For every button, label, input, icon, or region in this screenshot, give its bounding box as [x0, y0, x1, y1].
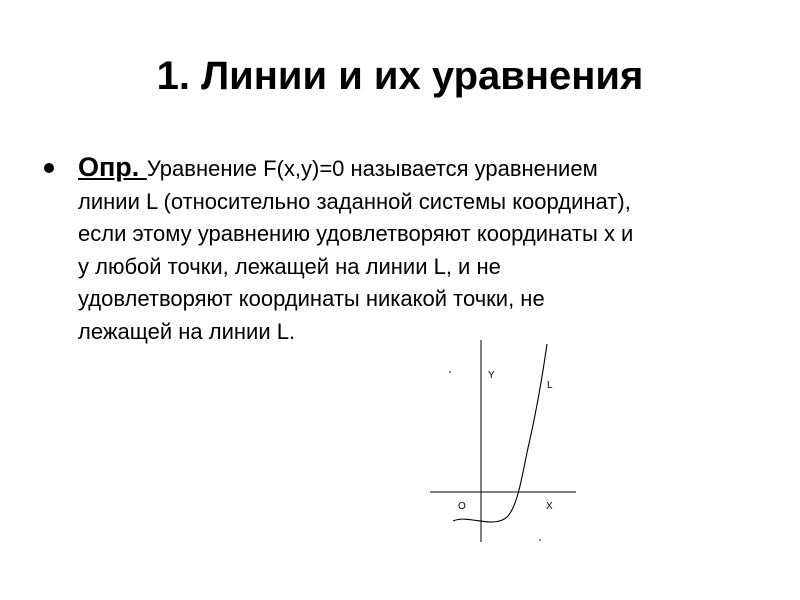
line-diagram-svg — [420, 336, 600, 546]
definition-label: Опр. — [78, 152, 147, 182]
definition-line-5: удовлетворяют координаты никакой точки, не — [78, 286, 545, 311]
definition-line-1 — [78, 151, 768, 186]
definition-text — [78, 151, 768, 348]
slide-title: 1. Линии и их уравнения — [156, 54, 644, 98]
bullet-dot-icon — [44, 163, 54, 173]
definition-line-3: если этому уравнению удовлетворяют координаты x и — [78, 221, 634, 246]
definition-line-2: линии L (относительно заданной системы координат), — [78, 188, 631, 214]
corner-mark-top — [449, 371, 451, 373]
y-axis-label: Y — [488, 370, 495, 381]
definition-line-4: y любой точки, лежащей на линии L, и не — [78, 253, 501, 279]
corner-mark-bottom — [539, 539, 541, 541]
definition-line-1-text: Уравнение F(x,y)=0 называется уравнением — [146, 156, 598, 181]
line-diagram — [420, 336, 600, 546]
origin-label: O — [458, 501, 466, 512]
x-axis-label: X — [546, 501, 553, 512]
definition-line-6: лежащей на линии L. — [78, 318, 296, 344]
curve-label: L — [547, 380, 553, 391]
curve-l — [453, 344, 547, 522]
